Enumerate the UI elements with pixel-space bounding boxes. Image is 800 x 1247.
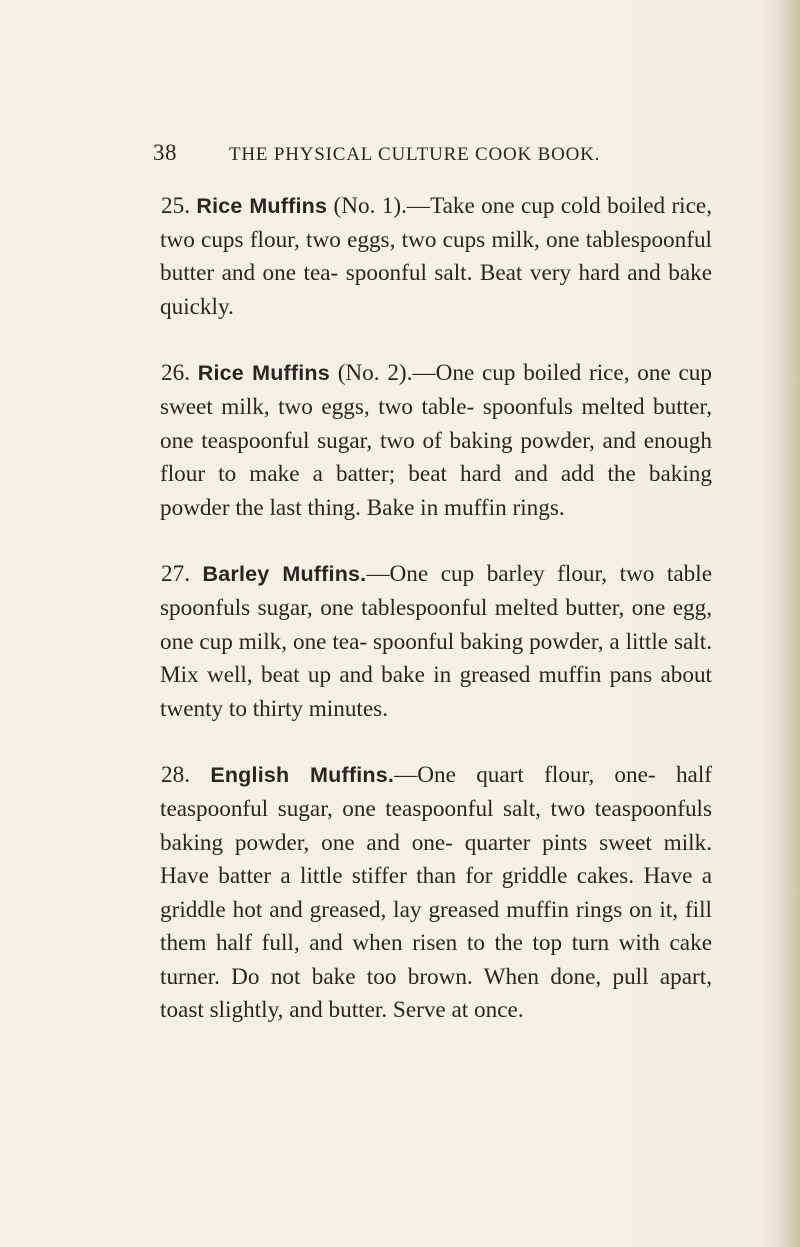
recipe-number: 28.: [161, 762, 190, 789]
recipe-number: 27.: [161, 561, 190, 588]
recipe-28: [160, 759, 712, 1028]
recipe-subtitle: —: [366, 561, 390, 588]
recipe-body: Take one cup cold boiled rice, two cups flour, two eggs, two cups milk, one tablespoonful butter and one tea- spoonful salt. Beat very hard and bake quickly.: [160, 193, 713, 320]
recipe-25: [160, 190, 712, 324]
recipe-subtitle: (No. 2).—: [337, 360, 436, 387]
recipe-title: Rice Muffins: [196, 194, 328, 218]
recipe-body: One cup boiled rice, one cup sweet milk, two eggs, two table- spoonfuls melted butter, one teaspoonful sugar, two of baking powder, and enough flour to make a batter; beat hard and add the baking powder the last thing. Bake in muffin rings.: [160, 360, 712, 521]
recipe-27: [160, 558, 712, 726]
running-head: [153, 140, 600, 166]
recipe-number: 25.: [161, 193, 190, 219]
recipe-subtitle: (No. 1).—: [333, 193, 431, 219]
recipe-body: One quart flour, one- half teaspoonful sugar, one teaspoonful salt, two teaspoonfuls baking powder, one and one- quarter pints sweet milk. Have batter a little stiffer than for griddle cakes. Have a griddle hot and greased, lay greased muffin rings on it, fill them half full, and when risen to the top turn with cake turner. Do not bake too brown. When done, pull apart, toast slightly, and butter. Serve at once.: [160, 762, 713, 1024]
page-edge-shadow: [764, 0, 800, 1247]
recipe-26: [160, 357, 712, 525]
recipe-title: English Muffins.: [210, 763, 395, 788]
recipe-body: One cup barley flour, two table spoonfuls sugar, one tablespoonful melted butter, one egg, one cup milk, one tea- spoonful baking powder, a little salt. Mix well, beat up and bake in greased muffin pans about twenty to thirty minutes.: [160, 561, 712, 722]
recipe-subtitle: —: [394, 762, 418, 789]
recipe-title: Barley Muffins.: [202, 562, 367, 587]
recipe-title: Rice Muffins: [197, 361, 330, 386]
recipe-list: [160, 190, 712, 1061]
recipe-number: 26.: [161, 360, 190, 387]
page-number: 38: [153, 140, 177, 165]
book-title: THE PHYSICAL CULTURE COOK BOOK.: [229, 144, 601, 165]
